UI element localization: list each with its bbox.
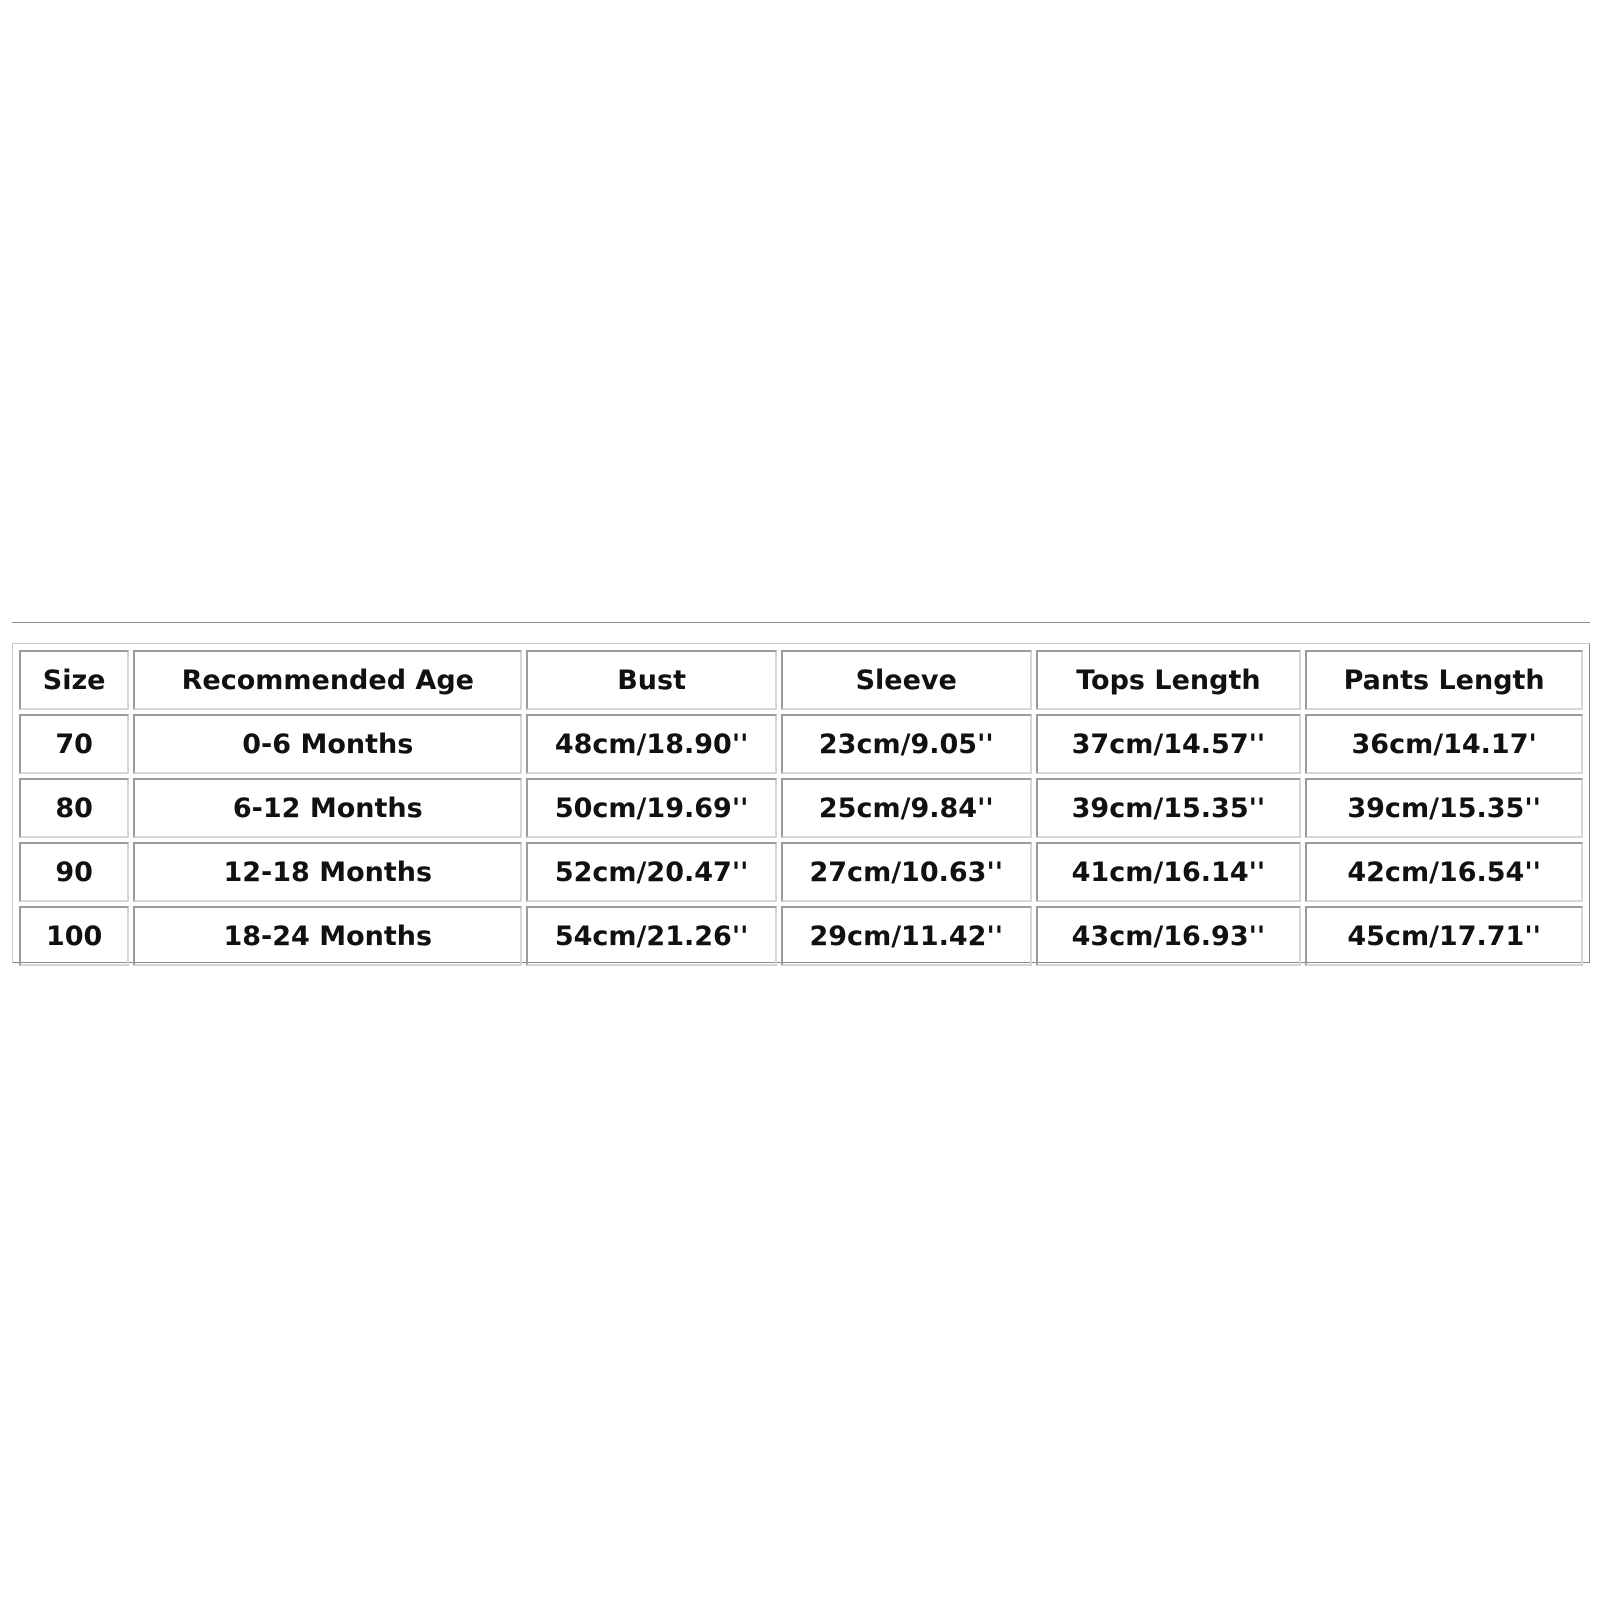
separator-line bbox=[12, 622, 1590, 623]
cell-pants-length: 36cm/14.17' bbox=[1305, 714, 1583, 774]
cell-tops-length: 37cm/14.57'' bbox=[1036, 714, 1302, 774]
cell-size: 80 bbox=[19, 778, 129, 838]
cell-pants-length: 39cm/15.35'' bbox=[1305, 778, 1583, 838]
cell-tops-length: 39cm/15.35'' bbox=[1036, 778, 1302, 838]
size-chart-table bbox=[15, 646, 1587, 970]
size-chart-container bbox=[12, 643, 1590, 963]
column-header-recommended-age: Recommended Age bbox=[133, 650, 522, 710]
cell-sleeve: 25cm/9.84'' bbox=[781, 778, 1032, 838]
cell-recommended-age: 12-18 Months bbox=[133, 842, 522, 902]
table-row bbox=[19, 842, 1583, 902]
cell-size: 100 bbox=[19, 906, 129, 966]
cell-recommended-age: 6-12 Months bbox=[133, 778, 522, 838]
table-row bbox=[19, 778, 1583, 838]
cell-sleeve: 27cm/10.63'' bbox=[781, 842, 1032, 902]
column-header-bust: Bust bbox=[526, 650, 777, 710]
table-row bbox=[19, 714, 1583, 774]
column-header-pants-length: Pants Length bbox=[1305, 650, 1583, 710]
cell-pants-length: 45cm/17.71'' bbox=[1305, 906, 1583, 966]
cell-sleeve: 23cm/9.05'' bbox=[781, 714, 1032, 774]
cell-bust: 48cm/18.90'' bbox=[526, 714, 777, 774]
cell-tops-length: 43cm/16.93'' bbox=[1036, 906, 1302, 966]
column-header-tops-length: Tops Length bbox=[1036, 650, 1302, 710]
cell-bust: 50cm/19.69'' bbox=[526, 778, 777, 838]
cell-recommended-age: 0-6 Months bbox=[133, 714, 522, 774]
cell-bust: 52cm/20.47'' bbox=[526, 842, 777, 902]
cell-sleeve: 29cm/11.42'' bbox=[781, 906, 1032, 966]
column-header-size: Size bbox=[19, 650, 129, 710]
cell-size: 70 bbox=[19, 714, 129, 774]
column-header-sleeve: Sleeve bbox=[781, 650, 1032, 710]
cell-tops-length: 41cm/16.14'' bbox=[1036, 842, 1302, 902]
header-row bbox=[19, 650, 1583, 710]
cell-bust: 54cm/21.26'' bbox=[526, 906, 777, 966]
table-row bbox=[19, 906, 1583, 966]
cell-pants-length: 42cm/16.54'' bbox=[1305, 842, 1583, 902]
cell-recommended-age: 18-24 Months bbox=[133, 906, 522, 966]
cell-size: 90 bbox=[19, 842, 129, 902]
